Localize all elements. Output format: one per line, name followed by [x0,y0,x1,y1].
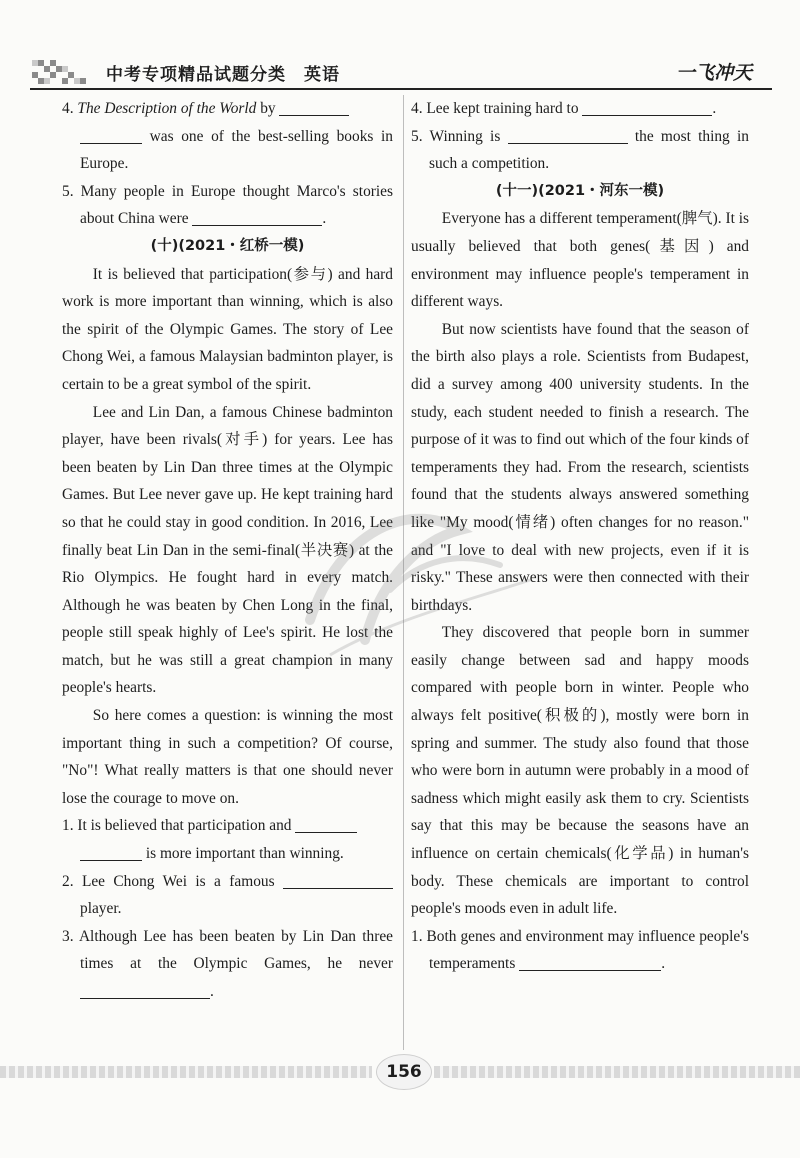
right-question-1: 1. Both genes and environment may influence people's temperaments . [411,927,749,973]
header-title: 中考专项精品试题分类 英语 [106,65,340,85]
footer-strip-left [0,1066,372,1078]
page-header [0,0,800,92]
answer-blank[interactable] [192,210,322,226]
section-heading-11: (十一)(2021・河东一模) [495,182,665,199]
left-question-3: 3. Although Lee has been beaten by Lin Dan three times at the Olympic Games, he never . [62,927,393,1000]
right-question-5: 5. Winning is the most thing in such a competition. [411,127,749,173]
header-brand: 一飞冲天 [676,62,753,84]
header-rule [30,88,772,90]
footer-strip-right [434,1066,800,1078]
answer-blank[interactable] [582,100,712,116]
answer-blank[interactable] [283,872,393,888]
passage-paragraph: But now scientists have found that the season of the birth also plays a role. Scientists from Budapest, did a survey among 400 university students. In the study, each student needed to finish a research. The purpose of it was to find out which of the four kinds of temperaments they had. From the research, scientists found that the students always answered something like "My mood(情绪) often changes for no reason." and "I love to deal with new projects, even if it is risky." These answers were then connected with their birthdays. [411,320,749,614]
section-heading-10: (十)(2021・红桥一模) [150,237,305,254]
left-question-2: 2. Lee Chong Wei is a famous player. [62,868,393,923]
answer-blank[interactable] [519,955,661,971]
checker-pattern-icon [30,56,104,86]
page-number: 156 [376,1054,432,1090]
passage-paragraph: It is believed that participation(参与) and hard work is more important than winning, which is also the spirit of the Olympic Games. The story of Lee Chong Wei, a famous Malaysian badminton player, is certain to be a great symbol of the spirit. [62,265,393,393]
answer-blank[interactable] [80,845,142,861]
passage-paragraph: So here comes a question: is winning the most important thing in such a competition? Of course, "No"! What really matters is that one should never lose the courage to move on. [62,707,393,807]
passage-paragraph: Lee and Lin Dan, a famous Chinese badminton player, have been rivals(对手) for years. Lee has been beaten by Lin Dan three times at the Olympic Games. But Lee never gave up. He kept training hard so that he could stay in good condition. In 2016, Lee finally beat Lin Dan in the semi-final(半决赛) at the Rio Olympics. He fought hard in every match. Although he was beaten by Chen Long in the final, people still speak highly of Lee's spirit. He lost the match, but he was still a great champion in many people's hearts. [62,403,393,697]
watermark-logo-icon [270,470,550,670]
answer-blank[interactable] [508,127,628,143]
passage-paragraph: They discovered that people born in summer easily change between sad and happy moods compared with people born in winter. People who always felt positive(积极的), mostly were born in spring and summer. The study also found that those who were born in autumn were probably in a mood of sadness which might easily ask them to cry. Scientists say that this may be because the seasons have an influence on certain chemicals(化学品) in human's body. These chemicals are important to control people's moods even in adult life. [411,624,749,918]
passage-paragraph: Everyone has a different temperament(脾气). It is usually believed that both genes(基因) and environment may influence people's temperament in different ways. [411,210,749,311]
answer-blank[interactable] [80,127,142,143]
answer-blank[interactable] [80,983,210,999]
answer-blank[interactable] [279,100,349,116]
right-question-4: 4. Lee kept training hard to . [411,100,717,117]
left-question-5: 5. Many people in Europe thought Marco's stories about China were . [62,182,393,228]
answer-blank[interactable] [295,817,357,833]
left-question-4: 4. The Description of the World by was one of the best-selling books in Europe. [62,100,393,173]
left-question-1: 1. It is believed that participation and is more important than winning. [62,812,393,867]
